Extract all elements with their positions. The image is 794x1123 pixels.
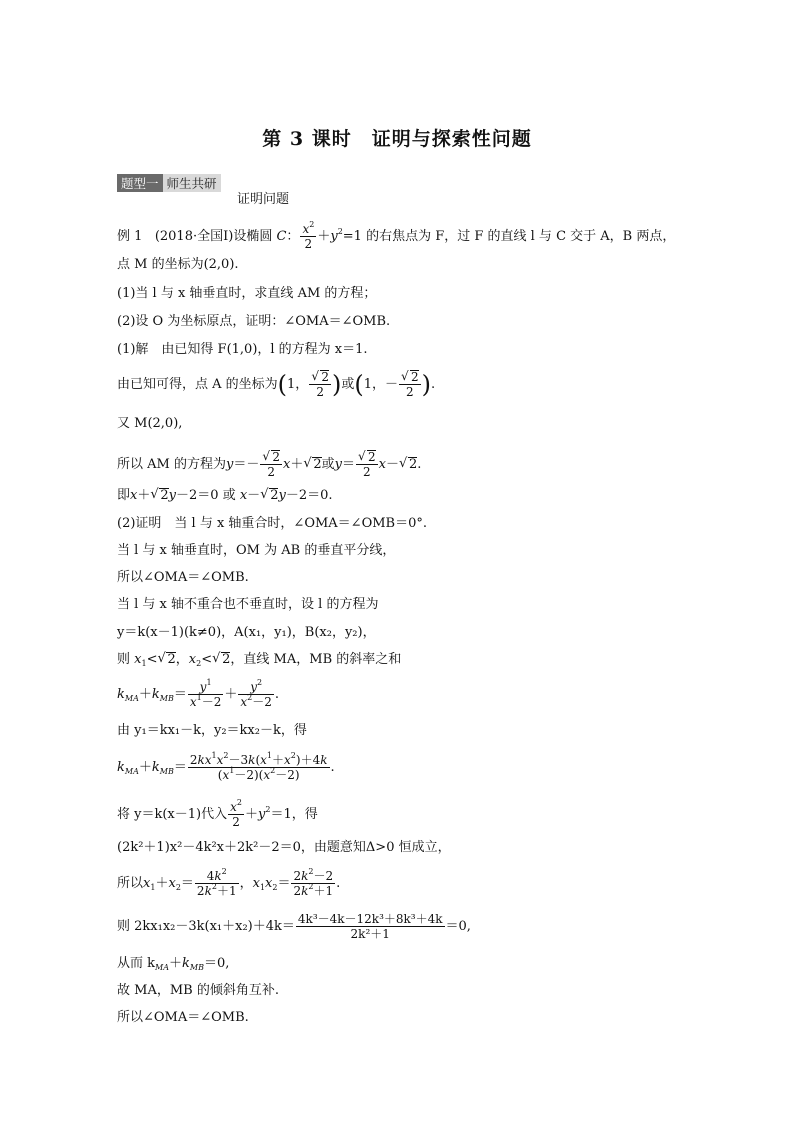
solution-line-2: 由已知可得，点 A 的坐标为(1， √ $\frac{2}{2}$ )或(1，－ √ $\frac{2}{2}$ ).	[117, 370, 435, 399]
solution-line-16: (2k²＋1)x²－4k²x＋2k²－2＝0，由题意知Δ>0 恒成立，	[117, 840, 451, 855]
badge-type-label: 题型一	[117, 174, 163, 192]
solution-line-20: 故 MA，MB 的倾斜角互补.	[117, 983, 279, 998]
solution-line-1: (1)解 由已知得 F(1,0)，l 的方程为 x＝1.	[117, 342, 368, 357]
solution-line-4: 所以 AM 的方程为y＝－ √ $\frac{2}{2}$ x＋√ 2或y＝ √ $\frac{2}{2}$ x－√ 2.	[117, 450, 421, 479]
solution-line-9: 当 l 与 x 轴不重合也不垂直时，设 l 的方程为	[117, 597, 379, 612]
section-title: 证明问题	[237, 192, 290, 207]
solution-line-7: 当 l 与 x 轴垂直时，OM 为 AB 的垂直平分线，	[117, 543, 396, 558]
solution-line-21: 所以∠OMA＝∠OMB.	[117, 1010, 249, 1025]
solution-line-13: 由 y₁＝kx₁－k，y₂＝kx₂－k，得	[117, 723, 307, 738]
solution-line-14: $k_{MA}+k_{MB}=$ $\frac{2kx^1x^2-3k(x^1+x^2)+4k}{(x^1-2)(x^2-2)}$ .	[117, 751, 335, 782]
example-stem-line-1: 例 1 (2018·全国Ⅰ)设椭圆 C： $\frac{x^2}{2}$ $+y^2=1$ 的右焦点为 F，过 F 的直线 l 与 C 交于 A，B 两点，	[117, 220, 676, 251]
solution-line-19: 从而 $k_{MA}+k_{MB}=0$,	[117, 956, 230, 972]
question-type-badge	[117, 174, 221, 192]
solution-line-11: 则 $x_1<√$ 2，$x_2<√$ 2，直线 MA，MB 的斜率之和	[117, 651, 401, 669]
solution-line-5: 即x＋√ 2y－2＝0 或 x－√ 2y－2＝0.	[117, 487, 333, 505]
example-intro: 设椭圆	[233, 229, 273, 244]
badge-mode-label: 师生共研	[163, 174, 221, 192]
solution-line-17: 所以$x_1+x_2=$ $\frac{4k^2}{2k^2+1}$ ，$x_1x_2=$ $\frac{2k^2-2}{2k^2+1}$ .	[117, 867, 341, 898]
solution-line-12: $k_{MA}+k_{MB}=$ $\frac{y^1}{x^1-2}$ ＋ $\frac{y^2}{x^2-2}$ .	[117, 678, 280, 709]
example-stem-rest: =1 的右焦点为 F，过 F 的直线 l 与 C 交于 A，B 两点，	[342, 229, 676, 244]
example-label: 例 1	[117, 229, 143, 244]
page-title: 第 3 课时 证明与探索性问题	[262, 128, 532, 150]
question-1: (1)当 l 与 x 轴垂直时，求直线 AM 的方程；	[117, 286, 377, 301]
solution-line-10: y＝k(x－1)(k≠0)，A(x₁，y₁)，B(x₂，y₂)，	[117, 625, 376, 640]
solution-line-8: 所以∠OMA＝∠OMB.	[117, 570, 249, 585]
ellipse-fraction: $\frac{x^2}{2}$	[302, 220, 315, 251]
example-stem-line-2: 点 M 的坐标为(2,0).	[117, 257, 239, 272]
solution-line-18: 则 2kx₁x₂－3k(x₁＋x₂)＋4k＝ $\frac{\text{4k³－4k－12k³＋8k³＋4k}}{\text{2k²＋1}}$ ＝0,	[117, 912, 471, 941]
example-source: (2018·全国Ⅰ)	[154, 229, 234, 244]
question-2: (2)设 O 为坐标原点，证明：∠OMA＝∠OMB.	[117, 314, 391, 329]
solution-line-6: (2)证明 当 l 与 x 轴重合时，∠OMA＝∠OMB＝0°.	[117, 516, 428, 531]
solution-line-3: 又 M(2,0),	[117, 416, 183, 431]
solution-line-15: 将 y＝k(x－1)代入 $\frac{x^2}{2}$ $+y^2=1$，得	[117, 798, 318, 829]
